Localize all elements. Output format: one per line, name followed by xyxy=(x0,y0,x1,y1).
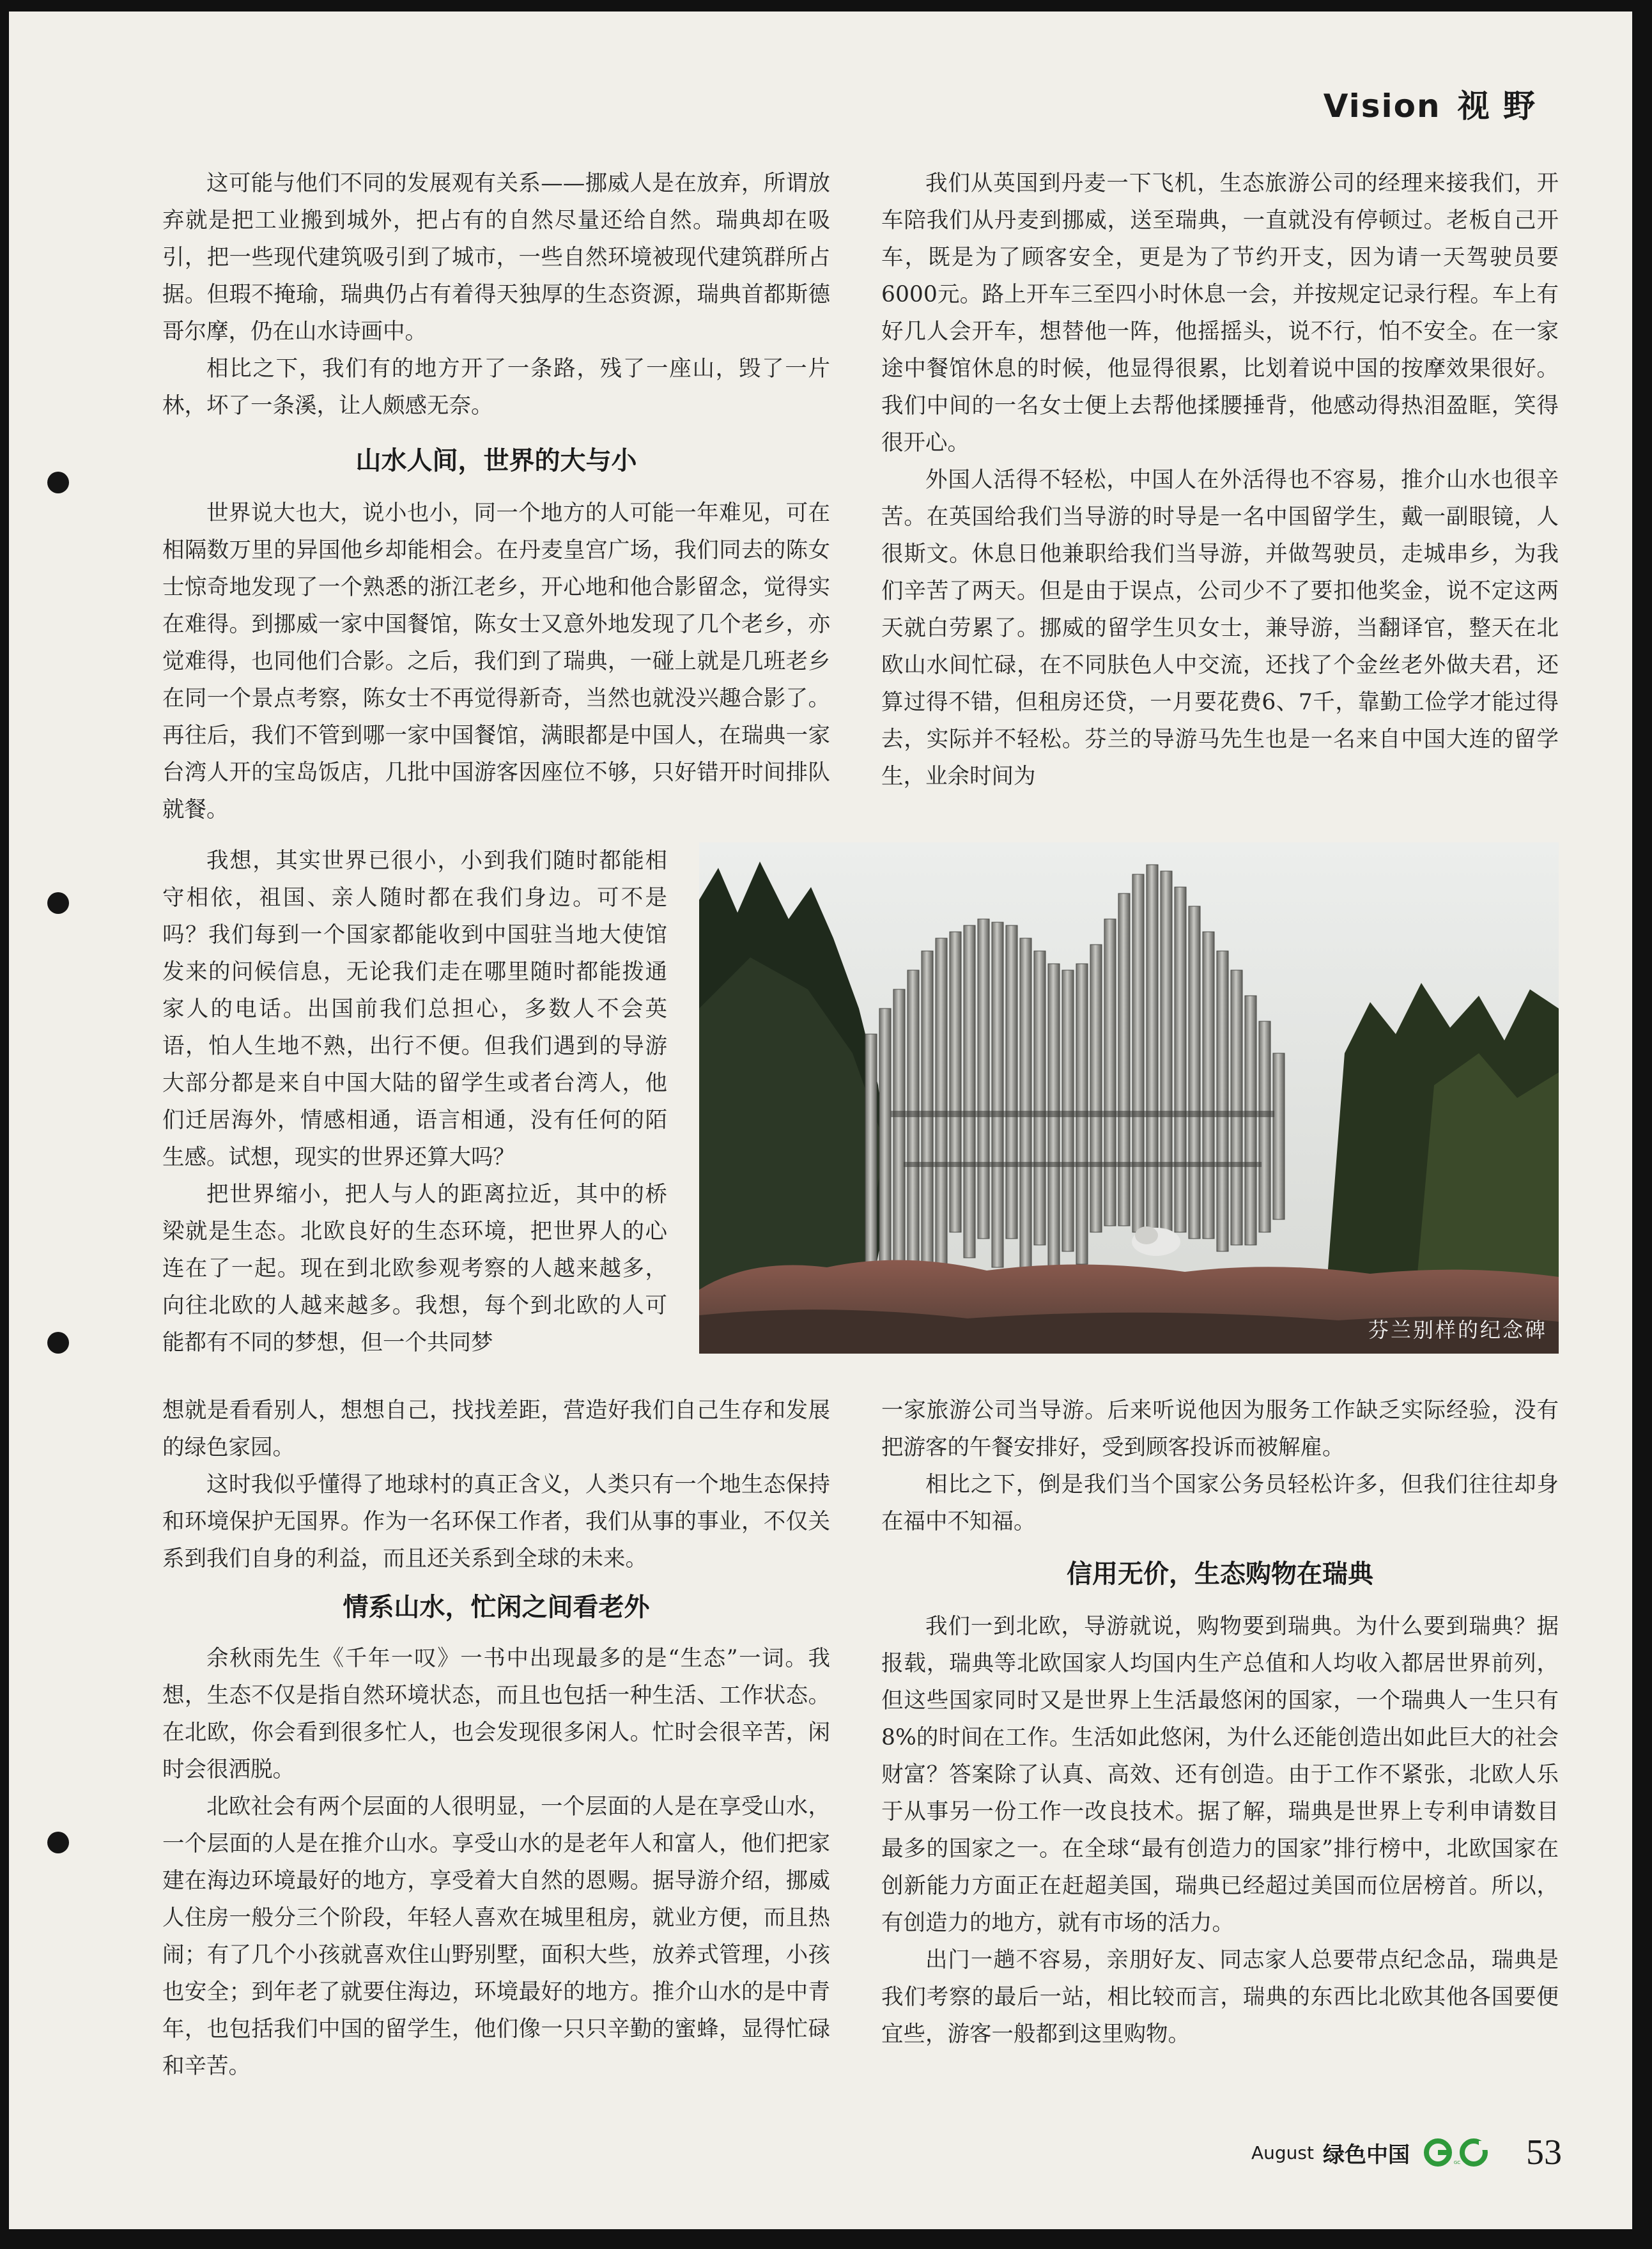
binder-hole xyxy=(47,1832,69,1853)
magazine-page xyxy=(9,12,1632,2229)
magazine-logo-icon xyxy=(1419,2138,1495,2167)
paragraph: 这时我似乎懂得了地球村的真正含义，人类只有一个地生态保持和环境保护无国界。作为一名环保工作者，我们从事的事业，不仅关系到我们自身的利益，而且还关系到全球的未来。 xyxy=(162,1472,830,1572)
magazine-name: 绿色中国 xyxy=(1323,2142,1410,2168)
left-column-bottom xyxy=(162,1392,830,2085)
section-header xyxy=(1324,81,1536,127)
page-footer xyxy=(1251,2132,1562,2173)
paragraph: 外国人活得不轻松，中国人在外活得也不容易，推介山水也很辛苦。在英国给我们当导游的时导是一名中国留学生，戴一副眼镜，人很斯文。休息日他兼职给我们当导游，并做驾驶员，走城串乡，为我们辛苦了两天。但是由于误点，公司少不了要扣他奖金，说不定这两天就白劳累了。挪威的留学生贝女士，兼导游，当翻译官，整天在北欧山水间忙碌，在不同肤色人中交流，还找了个金丝老外做夫君，还算过得不错，但租房还贷，一月要花费6、7千，靠勤工俭学才能过得去，实际并不轻松。芬兰的导游马先生也是一名来自中国大连的留学生，业余时间为 xyxy=(881,467,1559,789)
section-header-en: Vision xyxy=(1323,88,1441,125)
paragraph: 北欧社会有两个层面的人很明显，一个层面的人是在享受山水，一个层面的人是在推介山水。享受山水的是老年人和富人，他们把家建在海边环境最好的地方，享受着大自然的恩赐。据导游介绍，挪威人住房一般分三个阶段，年轻人喜欢在城里租房，就业方便，而且热闹；有了几个小孩就喜欢住山野别墅，面积大些，放养式管理，小孩也安全；到年老了就要住海边，环境最好的地方。推介山水的是中青年，也包括我们中国的留学生，他们像一只只辛勤的蜜蜂，显得忙碌和辛苦。 xyxy=(162,1794,830,2079)
section-heading: 情系山水，忙闲之间看老外 xyxy=(343,1593,650,1622)
paragraph: 世界说大也大，说小也小，同一个地方的人可能一年难见，可在相隔数万里的异国他乡却能相会。在丹麦皇宫广场，我们同去的陈女士惊奇地发现了一个熟悉的浙江老乡，开心地和他合影留念，觉得实在难得。到挪威一家中国餐馆，陈女士又意外地发现了几个老乡，亦觉难得，也同他们合影。之后，我们到了瑞典，一碰上就是几班老乡在同一个景点考察，陈女士不再觉得新奇，当然也就没兴趣合影了。再往后，我们不管到哪一家中国餐馆，满眼都是中国人，在瑞典一家台湾人开的宝岛饭店，几批中国游客因座位不够，只好错开时间排队就餐。 xyxy=(162,500,830,823)
section-heading: 信用无价，生态购物在瑞典 xyxy=(1067,1559,1373,1589)
paragraph: 一家旅游公司当导游。后来听说他因为服务工作缺乏实际经验，没有把游客的午餐安排好，受到顾客投诉而被解雇。 xyxy=(881,1398,1559,1460)
paragraph: 把世界缩小，把人与人的距离拉近，其中的桥梁就是生态。北欧良好的生态环境，把世界人的心连在了一起。现在到北欧参观考察的人越来越多，向往北欧的人越来越多。我想，每个到北欧的人可能都有不同的梦想，但一个共同梦 xyxy=(162,1182,667,1356)
photo-caption: 芬兰别样的纪念碑 xyxy=(1368,1318,1547,1342)
paragraph: 相比之下，我们有的地方开了一条路，残了一座山，毁了一片林，坏了一条溪，让人颇感无奈。 xyxy=(162,356,830,419)
issue-month: August xyxy=(1251,2142,1314,2163)
binder-hole xyxy=(47,892,69,914)
paragraph: 余秋雨先生《千年一叹》一书中出现最多的是“生态”一词。我想，生态不仅是指自然环境状态，而且也包括一种生活、工作状态。在北欧，你会看到很多忙人，也会发现很多闲人。忙时会很辛苦，闲时会很洒脱。 xyxy=(162,1646,830,1782)
paragraph: 相比之下，倒是我们当个国家公务员轻松许多，但我们往往却身在福中不知福。 xyxy=(881,1472,1559,1534)
paragraph: 出门一趟不容易，亲朋好友、同志家人总要带点纪念品，瑞典是我们考察的最后一站，相比较而言，瑞典的东西比北欧其他各国要便宜些，游客一般都到这里购物。 xyxy=(881,1947,1559,2047)
section-heading: 山水人间，世界的大与小 xyxy=(355,446,637,475)
paragraph: 想就是看看别人，想想自己，找找差距，营造好我们自己生存和发展的绿色家园。 xyxy=(162,1398,830,1460)
binder-hole xyxy=(47,472,69,493)
paragraph: 这可能与他们不同的发展观有关系——挪威人是在放弃，所谓放弃就是把工业搬到城外，把占有的自然尽量还给自然。瑞典却在吸引，把一些现代建筑吸引到了城市，一些自然环境被现代建筑群所占据。但瑕不掩瑜，瑞典仍占有着得天独厚的生态资源，瑞典首都斯德哥尔摩，仍在山水诗画中。 xyxy=(162,171,830,344)
right-column-top xyxy=(881,165,1559,795)
left-column-narrow xyxy=(162,842,667,1361)
binder-hole xyxy=(47,1332,69,1354)
paragraph: 我们从英国到丹麦一下飞机，生态旅游公司的经理来接我们，开车陪我们从丹麦到挪威，送至瑞典，一直就没有停顿过。老板自己开车，既是为了顾客安全，更是为了节约开支，因为请一天驾驶员要6000元。路上开车三至四小时休息一会，并按规定记录行程。车上有好几人会开车，想替他一阵，他摇摇头，说不行，怕不安全。在一家途中餐馆休息的时候，他显得很累，比划着说中国的按摩效果很好。我们中间的一名女士便上去帮他揉腰捶背，他感动得热泪盈眶，笑得很开心。 xyxy=(881,171,1559,456)
section-header-cn: 视 野 xyxy=(1457,88,1536,125)
svg-text:GC: GC xyxy=(1453,2160,1461,2165)
paragraph: 我想，其实世界已很小，小到我们随时都能相守相依，祖国、亲人随时都在我们身边。可不是吗？我们每到一个国家都能收到中国驻当地大使馆发来的问候信息，无论我们走在哪里随时都能拨通家人的电话。出国前我们总担心，多数人不会英语，怕人生地不熟，出行不便。但我们遇到的导游大部分都是来自中国大陆的留学生或者台湾人，他们迁居海外，情感相通，语言相通，没有任何的陌生感。试想，现实的世界还算大吗？ xyxy=(162,848,667,1170)
monument-illustration xyxy=(699,842,1559,1354)
left-column-top xyxy=(162,165,830,828)
page-number: 53 xyxy=(1526,2133,1562,2172)
sibelius-monument-photo xyxy=(699,842,1559,1354)
paragraph: 我们一到北欧，导游就说，购物要到瑞典。为什么要到瑞典？据报载，瑞典等北欧国家人均国内生产总值和人均收入都居世界前列，但这些国家同时又是世界上生活最悠闲的国家，一个瑞典人一生只有8%的时间在工作。生活如此悠闲，为什么还能创造出如此巨大的社会财富？答案除了认真、高效、还有创造。由于工作不紧张，北欧人乐于从事另一份工作一改良技术。据了解，瑞典是世界上专利申请数目最多的国家之一。在全球“最有创造力的国家”排行榜中，北欧国家在创新能力方面正在赶超美国，瑞典已经超过美国而位居榜首。所以，有创造力的地方，就有市场的活力。 xyxy=(881,1614,1559,1936)
right-column-bottom xyxy=(881,1392,1559,2053)
